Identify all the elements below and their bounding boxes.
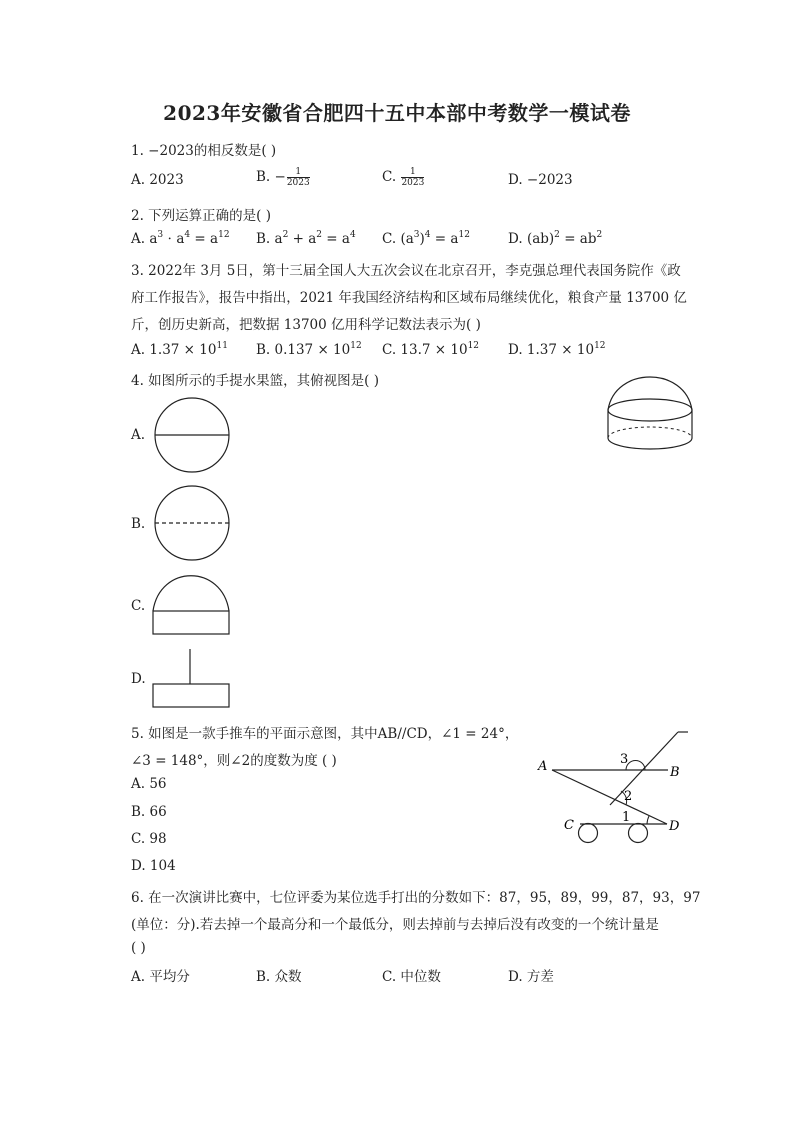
q5-stem-line-2: ∠3 = 148°，则∠2的度数为度 ( ) [131,753,337,769]
exponent: 12 [218,230,230,240]
q2-option-a [131,231,230,247]
q2-stem: 2. 下列运算正确的是( ) [131,208,271,224]
option-label: B. [256,231,275,247]
rectangle-shape [153,684,229,707]
point-label-C: C [564,818,574,833]
expr: C. 13.7 × 10 [382,342,468,358]
exponent: 4 [184,230,191,240]
exponent: 2 [282,230,289,240]
q4-option-c-figure [152,574,232,636]
expr: = a [430,231,459,247]
exponent: 12 [467,341,480,351]
q2-option-c [382,231,470,247]
fraction-denominator: 2023 [401,178,425,188]
option-label: D. [508,231,527,247]
q1-option-b-fraction [287,167,310,188]
q5-option-b: B. 66 [131,804,167,820]
expr: ) [419,231,425,247]
q5-option-a: A. 56 [131,776,167,792]
exponent: 2 [596,230,603,240]
q3-option-b [256,342,362,358]
q3-option-a [131,342,228,358]
q1-option-b [256,167,310,188]
expr: B. 0.137 × 10 [256,342,351,358]
exponent: 4 [424,230,431,240]
q4-stem: 4. 如图所示的手提水果篮，其俯视图是( ) [131,373,379,389]
option-label: C. [382,231,401,247]
q1-option-d: D. −2023 [508,172,573,188]
handle-line [610,732,678,805]
exponent: 3 [413,230,420,240]
fruit-basket-figure [605,372,695,452]
q4-option-a-label: A. [131,427,146,443]
q4-option-b-label: B. [131,516,146,532]
q1-option-c-label: C. [382,169,401,185]
arch-shape [153,576,229,611]
expr: A. 1.37 × 10 [131,342,217,358]
q1-option-a: A. 2023 [131,172,184,188]
q1-option-b-label: B. − [256,169,286,185]
expr: = a [190,231,219,247]
fraction-denominator: 2023 [286,178,310,188]
q3-option-d [508,342,606,358]
q4-option-b-figure [152,486,232,566]
point-label-A: A [538,759,548,774]
basket-bottom-front [608,438,692,449]
angle-label-1: 1 [622,810,631,825]
q1-option-c-fraction [401,167,424,188]
fraction-numerator: 1 [401,167,424,178]
exponent: 11 [216,341,228,351]
angle-3-arc [626,761,645,771]
fraction-numerator: 1 [287,167,310,178]
q4-option-d-label: D. [131,671,146,687]
exponent: 4 [349,230,356,240]
trolley-figure [530,728,710,848]
q6-stem-line-3: ( ) [131,940,146,956]
q4-option-a-figure [152,397,232,477]
q6-option-b: B. 众数 [256,969,302,985]
expr: (a [400,231,414,247]
expr: (ab) [526,231,555,247]
angle-label-3: 3 [620,752,629,767]
q1-option-c [382,167,424,188]
q4-option-c-label: C. [131,598,146,614]
q5-option-d: D. 104 [131,858,176,874]
wheel-left [579,824,598,843]
exponent: 12 [594,341,606,351]
expr: + a [288,231,317,247]
expr: = ab [559,231,597,247]
exponent: 3 [157,230,164,240]
exponent: 2 [316,230,322,240]
q5-option-c: C. 98 [131,831,167,847]
expr: ⋅ a [163,231,185,247]
point-label-B: B [670,765,680,780]
q6-option-c: C. 中位数 [382,969,441,985]
q6-option-a: A. 平均分 [131,969,190,985]
wheel-right [629,824,648,843]
expr: D. 1.37 × 10 [508,342,595,358]
q1-stem: 1. −2023的相反数是( ) [131,143,277,159]
angle-label-2: 2 [624,789,633,804]
basket-rim [608,399,692,421]
basket-handle [608,377,692,410]
point-label-D: D [669,819,680,834]
q2-option-d [508,231,602,247]
q4-option-d-figure [152,647,232,709]
exponent: 12 [458,230,470,240]
q3-stem-line-2: 府工作报告》，报告中指出，2021 年我国经济结构和区域布局继续优化，粮食产量 13700 亿 [131,290,687,306]
q6-stem-line-1: 6. 在一次演讲比赛中，七位评委为某位选手打出的分数如下：87，95，89，99，87，93，97 [131,890,701,906]
expr: a [149,231,158,247]
q5-stem-line-1: 5. 如图是一款手推车的平面示意图，其中AB//CD，∠1 = 24°， [131,726,519,742]
q6-stem-line-2: (单位：分).若去掉一个最高分和一个最低分，则去掉前与去掉后没有改变的一个统计量是 [131,917,659,933]
line-A-to-D [552,770,667,824]
basket-bottom-back [608,427,692,438]
q3-stem-line-3: 斤，创历史新高，把数据 13700 亿用科学记数法表示为( ) [131,317,481,333]
expr: = a [322,231,350,247]
q3-stem-line-1: 3. 2022年 3月 5日，第十三届全国人大五次会议在北京召开，李克强总理代表国务院作《政 [131,263,681,279]
q2-option-b [256,231,356,247]
exponent: 12 [350,341,362,351]
angle-1-arc [647,816,649,824]
exponent: 2 [554,230,560,240]
q6-option-d: D. 方差 [508,969,554,985]
page-title: 2023年安徽省合肥四十五中本部中考数学一模试卷 [163,101,631,125]
expr: a [274,231,283,247]
rectangle-shape [153,611,229,634]
option-label: A. [131,231,150,247]
q3-option-c [382,342,479,358]
